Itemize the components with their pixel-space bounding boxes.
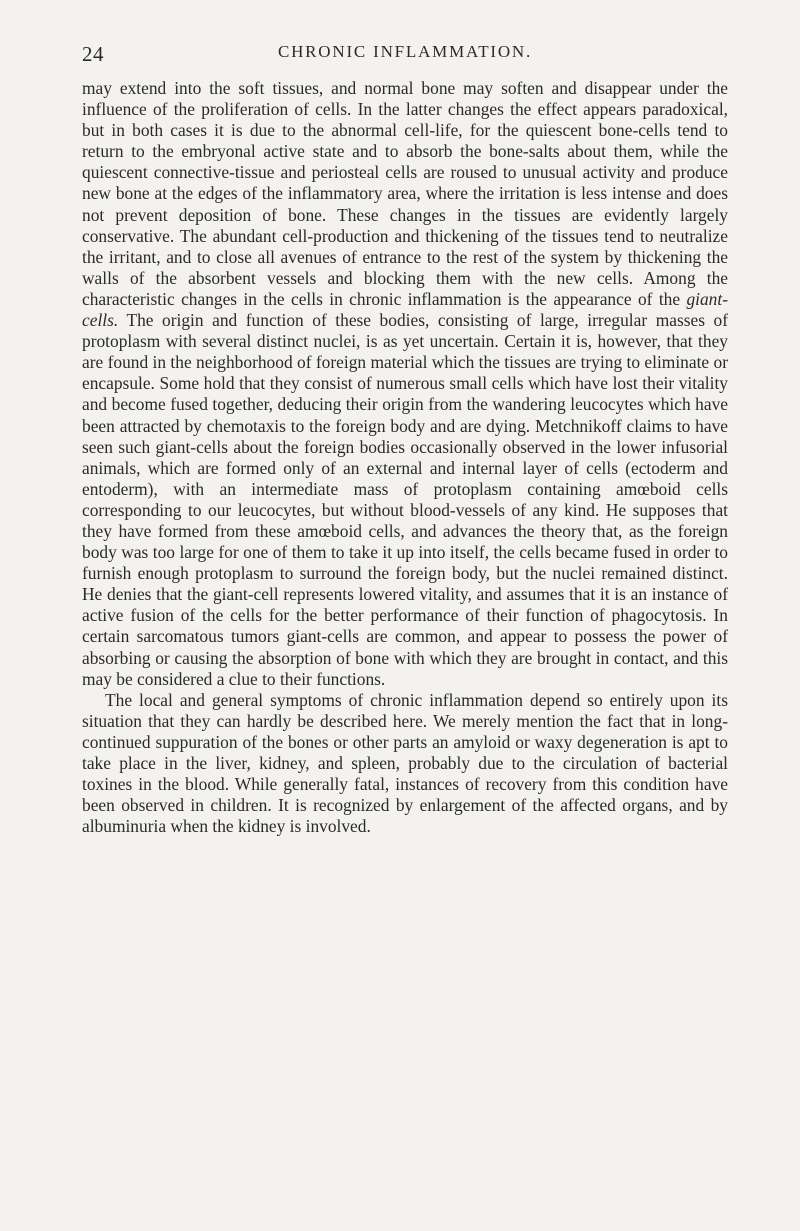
paragraph-text: The origin and function of these bodies, consisting of large, irregular masses of protoplasm with several distinct nuclei, is as yet uncertain. Certain it is, however, that they are found in the neighborhood of foreign material which the tissues are trying to eliminate or encapsule. Some hold that they consist of numerous small cells which have lost their vitality and become fused together, deducing their origin from the wandering leucocytes which have been attracted by chemotaxis to the foreign body and are dying. Metchnikoff claims to have seen such giant-cells about the foreign bodies occasionally observed in the lower infusorial animals, which are formed only of an external and internal layer of cells (ectoderm and entoderm), with an intermediate mass of protoplasm containing amœboid cells corresponding to our leucocytes, but without blood-vessels of any kind. He supposes that they have formed from these amœboid cells, and advances the theory that, as the foreign body was too large for one of them to take it up into itself, the cells became fused in order to furnish enough protoplasm to surround the foreign body, but the nuclei remained distinct. He denies that the giant-cell represents lowered vitality, and assumes that it is an instance of active fusion of the cells for the better performance of their function of phagocytosis. In certain sarcomatous tumors giant-cells are common, and appear to possess the power of absorbing or causing the absorption of bone with which they are brought in contact, and this may be considered a clue to their functions. (82, 310, 728, 689)
running-head (82, 34, 728, 74)
body-text (82, 78, 728, 837)
running-title: CHRONIC INFLAMMATION. (277, 42, 533, 61)
paragraph-text: may extend into the soft tissues, and normal bone may soften and disappear under the influence of the proliferation of cells. In the latter changes the effect appears paradoxical, but in both cases it is due to the abnormal cell-life, for the quiescent bone-cells tend to return to the embryonal active state and to absorb the bone-salts about them, while the quiescent connective-tissue and periosteal cells are roused to unusual activity and produce new bone at the edges of the inflammatory area, where the irritation is less intense and does not prevent deposition of bone. These changes in the tissues are evidently largely conservative. The abundant cell-production and thickening of the tissues tend to neutralize the irritant, and to close all avenues of entrance to the rest of the system by thickening the walls of the absorbent vessels and blocking them with the new cells. Among the characteristic changes in the cells in chronic inflammation is the appearance of the (82, 78, 728, 309)
book-page (82, 34, 728, 837)
page-number: 24 (82, 42, 104, 66)
emphasized-term: giant-cells. (82, 288, 728, 331)
paragraph-symptoms: The local and general symptoms of chronic inflammation depend so entirely upon its situation that they can hardly be described here. We merely mention the fact that in long-continued suppuration of the bones or other parts an amyloid or waxy degeneration is apt to take place in the liver, kidney, and spleen, probably due to the circulation of bacterial toxines in the blood. While generally fatal, instances of recovery from this condition have been observed in children. It is recognized by enlargement of the affected organs, and by albuminuria when the kidney is involved. (82, 689, 728, 837)
paragraph-giant-cells (82, 78, 728, 690)
